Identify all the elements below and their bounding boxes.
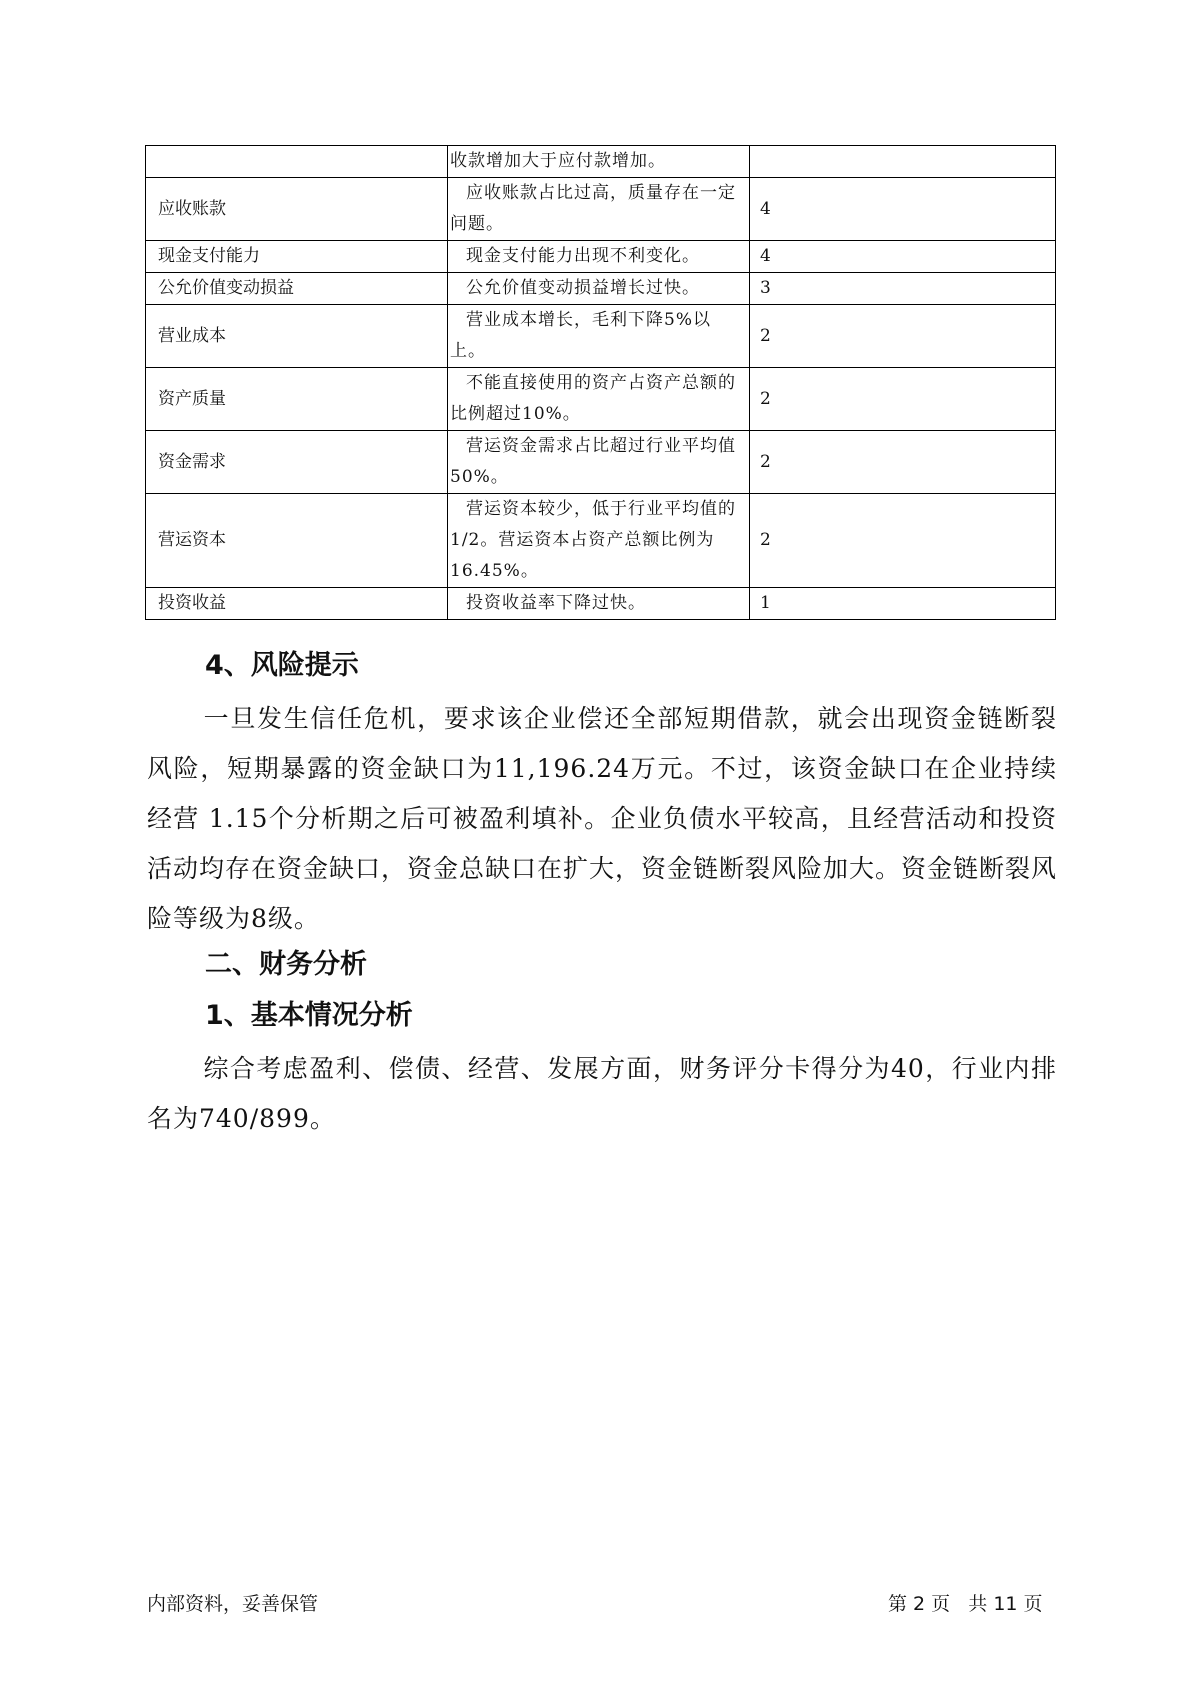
risk-item-level <box>750 146 1056 178</box>
table-row <box>146 431 1056 494</box>
risk-item-desc-text: 营运资本较少，低于行业平均值的1/2。营运资本占资产总额比例为16.45%。 <box>450 499 736 581</box>
risk-item-desc <box>448 273 750 305</box>
risk-item-desc <box>448 368 750 431</box>
risk-item-desc-text: 营业成本增长，毛利下降5%以上。 <box>450 310 711 361</box>
risk-item-level: 2 <box>750 305 1056 368</box>
risk-item-desc <box>448 305 750 368</box>
risk-item-desc <box>448 588 750 620</box>
risk-item-name <box>146 146 448 178</box>
risk-warning-heading: 4、风险提示 <box>205 650 359 681</box>
table-row <box>146 368 1056 431</box>
risk-item-desc-text: 收款增加大于应付款增加。 <box>450 151 666 171</box>
basic-analysis-paragraph <box>147 1044 1057 1144</box>
footer-confidential-note: 内部资料，妥善保管 <box>147 1593 319 1615</box>
table-row <box>146 305 1056 368</box>
table-row <box>146 494 1056 588</box>
risk-item-level: 2 <box>750 368 1056 431</box>
financial-analysis-heading: 二、财务分析 <box>205 949 367 980</box>
table-row <box>146 178 1056 241</box>
risk-item-level: 4 <box>750 241 1056 273</box>
risk-item-desc-text: 公允价值变动损益增长过快。 <box>466 278 700 298</box>
risk-item-name: 资产质量 <box>146 368 448 431</box>
risk-item-name: 现金支付能力 <box>146 241 448 273</box>
risk-item-level: 1 <box>750 588 1056 620</box>
risk-warning-paragraph <box>147 694 1057 944</box>
risk-item-name: 营业成本 <box>146 305 448 368</box>
risk-item-name: 投资收益 <box>146 588 448 620</box>
basic-analysis-text: 综合考虑盈利、偿债、经营、发展方面，财务评分卡得分为40，行业内排名为740/899。 <box>147 1054 1057 1133</box>
risk-item-name: 公允价值变动损益 <box>146 273 448 305</box>
risk-item-name: 营运资本 <box>146 494 448 588</box>
risk-item-desc <box>448 241 750 273</box>
risk-item-level: 2 <box>750 494 1056 588</box>
table-row <box>146 273 1056 305</box>
table-row <box>146 146 1056 178</box>
basic-analysis-heading: 1、基本情况分析 <box>205 1000 413 1031</box>
table-row <box>146 241 1056 273</box>
risk-item-name: 应收账款 <box>146 178 448 241</box>
risk-item-desc-text: 投资收益率下降过快。 <box>466 593 646 613</box>
risk-item-desc <box>448 146 750 178</box>
risk-item-level: 4 <box>750 178 1056 241</box>
risk-item-name: 资金需求 <box>146 431 448 494</box>
risk-item-desc-text: 现金支付能力出现不利变化。 <box>466 246 700 266</box>
risk-item-desc-text: 应收账款占比过高，质量存在一定问题。 <box>450 183 736 234</box>
risk-item-desc <box>448 178 750 241</box>
table-row <box>146 588 1056 620</box>
risk-item-level: 3 <box>750 273 1056 305</box>
risk-item-desc-text: 营运资金需求占比超过行业平均值50%。 <box>450 436 736 487</box>
risk-item-desc-text: 不能直接使用的资产占资产总额的比例超过10%。 <box>450 373 736 424</box>
footer-page-number: 第 2 页 共 11 页 <box>888 1593 1043 1615</box>
risk-warning-text: 一旦发生信任危机，要求该企业偿还全部短期借款，就会出现资金链断裂风险，短期暴露的资金缺口为11,196.24万元。不过，该资金缺口在企业持续经营 1.15个分析期之后可被盈利填补。企业负债水平较高，且经营活动和投资活动均存在资金缺口，资金总缺口在扩大，资金链断裂风险加大。资金链断裂风险等级为8级。 <box>147 704 1058 933</box>
risk-item-desc <box>448 431 750 494</box>
risk-item-desc <box>448 494 750 588</box>
risk-item-level: 2 <box>750 431 1056 494</box>
risk-table <box>145 145 1056 620</box>
